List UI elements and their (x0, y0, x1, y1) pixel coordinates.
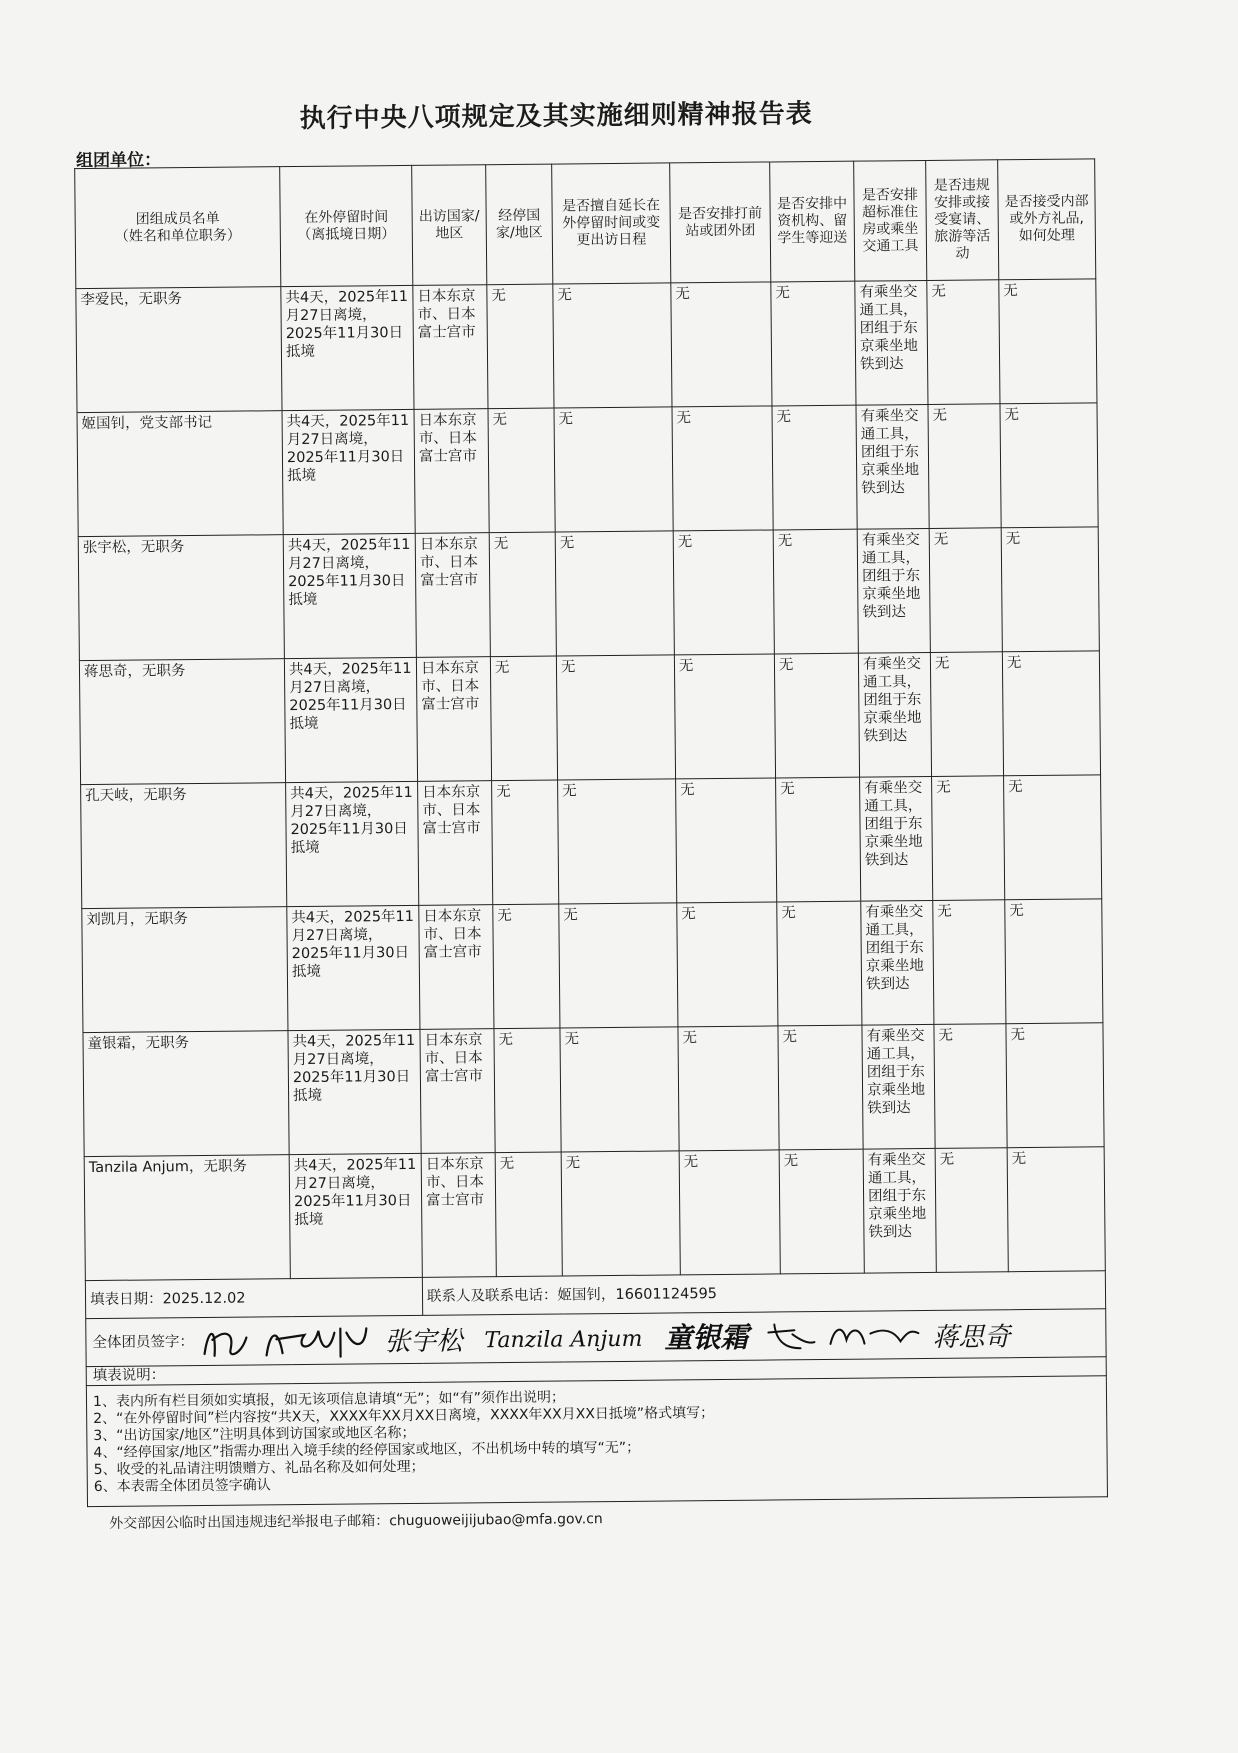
cell-country (415, 533, 490, 658)
cell-name (79, 659, 285, 785)
cell-extend (559, 903, 678, 1028)
cell-text: 无 (491, 288, 506, 305)
cell-advance (678, 1026, 779, 1151)
cell-text: 日本东京市、日本富士宫市 (422, 784, 481, 837)
cell-text: 无 (776, 409, 792, 426)
cell-text: 无 (936, 779, 951, 796)
cell-text: 无 (560, 659, 576, 676)
cell-country (413, 285, 488, 410)
cell-text: 无 (778, 657, 794, 674)
cell-text: 无 (564, 1031, 580, 1048)
header-duration: 在外停留时间 （离抵境日期） (280, 165, 413, 286)
cell-gifts (1007, 1147, 1105, 1272)
cell-country (419, 905, 494, 1030)
cell-gifts (999, 279, 1097, 404)
signature-text: Tanzila Anjum (483, 1326, 642, 1353)
header-name: 团组成员名单 （姓名和单位职务） (75, 167, 281, 289)
cell-text: Tanzila Anjum，无职务 (88, 1158, 247, 1177)
cell-extend (556, 655, 675, 780)
cell-country (414, 409, 489, 534)
cell-text: 无 (676, 410, 692, 427)
cell-text: 共4天，2025年11月27日离境，2025年11月30日抵境 (287, 536, 411, 609)
cell-text: 日本东京市、日本富士宫市 (424, 1032, 483, 1085)
table-row (77, 403, 1098, 537)
cell-text: 日本东京市、日本富士宫市 (423, 908, 482, 961)
cell-text: 无 (496, 783, 511, 801)
cell-extend (555, 531, 674, 656)
cell-text: 有乘坐交通工具，团组于东京乘坐地铁到达 (866, 1028, 926, 1117)
cell-text: 无 (675, 286, 690, 303)
cell-text: 童银霜，无职务 (87, 1035, 190, 1053)
cell-text: 姬国钊，党支部书记 (81, 414, 213, 433)
cell-advance (672, 406, 773, 531)
cell-banquet (932, 776, 1005, 901)
cell-reception (773, 529, 858, 654)
cell-reception (777, 901, 862, 1026)
contact-label: 联系人及联系电话： (426, 1287, 558, 1305)
cell-extend (560, 1027, 679, 1152)
header-banquet: 是否违规安排或接受宴请、旅游等活动 (926, 160, 999, 281)
cell-text: 无 (938, 1027, 954, 1044)
cell-reception (776, 777, 861, 902)
handwritten-signatures (194, 1311, 1054, 1363)
contact-value: 姬国钊，16601124595 (557, 1285, 718, 1304)
cell-advance (673, 530, 774, 655)
cell-name (82, 907, 288, 1033)
cell-text: 无 (782, 1029, 798, 1046)
cell-text: 无 (563, 907, 578, 924)
note-item: 2、“在外停留时间”栏内容按“共X天，XXXX年XX月XX日离境，XXXX年XX月XX日抵境”格式填写； (93, 1405, 715, 1428)
cell-name (83, 1031, 289, 1157)
cell-reception (774, 653, 859, 778)
cell-text: 有乘坐交通工具，团组于东京乘坐地铁到达 (862, 656, 922, 745)
cell-reception (778, 1025, 863, 1150)
header-row (75, 159, 1096, 289)
cell-text: 无 (932, 407, 948, 424)
report-email-footer: 外交部因公临时出国违规违纪举报电子邮箱：chuguoweijijubao@mfa.gov.cn (109, 1511, 603, 1532)
signature-text: 蒋思奇 (931, 1321, 1011, 1353)
cell-text: 共4天，2025年11月27日离境，2025年11月30日抵境 (290, 784, 413, 857)
cell-country (421, 1153, 496, 1278)
page-title: 执行中央八项规定及其实施细则精神报告表 (299, 99, 813, 134)
cell-text: 无 (775, 285, 790, 302)
cell-banquet (934, 1024, 1007, 1149)
cell-duration (287, 905, 420, 1030)
cell-text: 无 (1004, 407, 1020, 424)
cell-duration (288, 1029, 421, 1154)
cell-gifts (1000, 403, 1098, 528)
cell-text: 共4天，2025年11月27日离境，2025年11月30日抵境 (285, 288, 409, 361)
signature-label: 全体团员签字： (92, 1333, 195, 1351)
cell-text: 日本东京市、日本富士宫市 (425, 1156, 485, 1209)
note-item: 5、收受的礼品请注明馈赠方、礼品名称及如何处理； (93, 1458, 425, 1479)
cell-duration (289, 1153, 422, 1278)
cell-text: 无 (557, 287, 572, 304)
cell-transit (487, 284, 554, 409)
cell-text: 无 (1006, 655, 1022, 672)
notes-row (86, 1376, 1107, 1507)
cell-banquet (933, 900, 1006, 1025)
cell-name (77, 411, 283, 537)
cell-overstd (863, 1148, 936, 1273)
cell-advance (674, 654, 775, 779)
table-row (79, 651, 1100, 785)
cell-country (416, 657, 491, 782)
cell-country (418, 781, 493, 906)
cell-transit (493, 904, 560, 1029)
cell-overstd (861, 900, 934, 1025)
cell-text: 李爱民，无职务 (80, 291, 183, 309)
cell-text: 无 (934, 655, 950, 672)
cell-banquet (927, 280, 1000, 405)
cell-gifts (1006, 1023, 1104, 1148)
cell-text: 无 (493, 536, 509, 553)
cell-name (84, 1155, 290, 1281)
cell-overstd (856, 404, 929, 529)
fill-date-label: 填表日期： (89, 1290, 163, 1308)
cell-text: 无 (681, 906, 696, 923)
fill-date-value: 2025.12.02 (162, 1290, 246, 1307)
cell-gifts (1004, 775, 1102, 900)
cell-name (78, 535, 284, 661)
notes (86, 1376, 1107, 1507)
cell-text: 共4天，2025年11月27日离境，2025年11月30日抵境 (286, 412, 410, 485)
cell-text: 无 (558, 411, 574, 428)
cell-text: 日本东京市、日本富士宫市 (420, 660, 480, 713)
header-advance: 是否安排打前站或团外团 (670, 162, 771, 283)
cell-text: 无 (680, 782, 695, 799)
cell-text: 无 (494, 659, 510, 677)
cell-text: 无 (497, 907, 512, 925)
cell-text: 无 (1011, 1151, 1027, 1168)
header-gifts: 是否接受内部或外方礼品,如何处理 (998, 159, 1096, 280)
cell-overstd (862, 1024, 935, 1149)
cell-text: 刘凯月，无职务 (86, 911, 188, 929)
cell-advance (671, 282, 772, 407)
cell-transit (489, 532, 556, 657)
header-transit: 经停国家/地区 (486, 164, 553, 285)
cell-text: 无 (780, 781, 795, 798)
cell-text: 无 (678, 658, 694, 675)
fill-date (85, 1277, 422, 1318)
cell-extend (553, 283, 672, 408)
cell-text: 无 (559, 535, 575, 552)
cell-text: 无 (1010, 1027, 1026, 1044)
header-country: 出访国家/地区 (412, 165, 487, 286)
cell-text: 无 (1003, 283, 1018, 300)
header-reception: 是否安排中资机构、留学生等迎送 (770, 161, 855, 282)
cell-overstd (857, 528, 930, 653)
cell-text: 无 (937, 903, 952, 920)
unit-label: 组团单位： (76, 150, 162, 172)
cell-text: 无 (783, 1153, 799, 1170)
cell-text: 有乘坐交通工具，团组于东京乘坐地铁到达 (865, 904, 924, 993)
cell-text: 张宇松，无职务 (82, 539, 185, 557)
cell-text: 共4天，2025年11月27日离境，2025年11月30日抵境 (291, 908, 415, 981)
cell-country (420, 1029, 495, 1154)
cell-name (76, 287, 282, 413)
cell-text: 无 (499, 1155, 515, 1173)
contact (422, 1271, 1105, 1316)
cell-gifts (1001, 527, 1099, 652)
cell-duration (284, 657, 417, 782)
cell-text: 有乘坐交通工具，团组于东京乘坐地铁到达 (864, 780, 923, 869)
cell-text: 有乘坐交通工具，团组于东京乘坐地铁到达 (859, 284, 918, 373)
cell-text: 无 (565, 1155, 581, 1172)
cell-reception (771, 281, 856, 406)
signature-text: 张宇松 (383, 1325, 463, 1357)
cell-transit (488, 408, 555, 533)
cell-banquet (930, 652, 1003, 777)
table-row (84, 1147, 1105, 1281)
cell-text: 有乘坐交通工具，团组于东京乘坐地铁到达 (860, 408, 920, 497)
cell-text: 无 (562, 783, 577, 800)
cell-text: 无 (1005, 531, 1021, 548)
cell-text: 有乘坐交通工具，团组于东京乘坐地铁到达 (861, 532, 921, 621)
cell-advance (677, 902, 778, 1027)
cell-reception (779, 1149, 864, 1274)
note-item: 6、本表需全体团员签字确认 (93, 1477, 271, 1496)
cell-text: 共4天，2025年11月27日离境，2025年11月30日抵境 (293, 1156, 417, 1229)
cell-text: 无 (1008, 779, 1023, 796)
cell-transit (490, 656, 557, 781)
cell-text: 无 (677, 534, 693, 551)
note-item: 1、表内所有栏目须如实填报，如无该项信息请填“无”；如“有”须作出说明； (92, 1389, 565, 1411)
report-table (74, 158, 1108, 1507)
cell-banquet (928, 404, 1001, 529)
cell-text: 孔天岐，无职务 (85, 787, 187, 805)
cell-advance (679, 1150, 780, 1275)
cell-duration (286, 781, 419, 906)
cell-extend (558, 779, 677, 904)
cell-duration (281, 285, 414, 410)
table-row (83, 1023, 1104, 1157)
cell-duration (283, 533, 416, 658)
cell-name (81, 783, 287, 909)
cell-text: 无 (492, 412, 508, 429)
cell-reception (772, 405, 857, 530)
cell-overstd (860, 776, 933, 901)
cell-transit (495, 1152, 562, 1277)
notes-title: 填表说明： (86, 1357, 1106, 1386)
note-item: 4、“经停国家/地区”指需办理出入境手续的经停国家或地区，不出机场中转的填写“无”； (93, 1439, 641, 1462)
cell-gifts (1002, 651, 1100, 776)
cell-text: 无 (498, 1031, 514, 1049)
cell-transit (494, 1028, 561, 1153)
table-row (76, 279, 1097, 413)
cell-banquet (929, 528, 1002, 653)
table-row (78, 527, 1099, 661)
signature-text: 童银霜 (663, 1320, 749, 1355)
note-item: 3、“出访国家/地区”注明具体到访国家或地区名称； (93, 1424, 416, 1445)
cell-text: 日本东京市、日本富士宫市 (418, 412, 478, 465)
cell-text: 日本东京市、日本富士宫市 (419, 536, 479, 589)
cell-text: 无 (931, 283, 946, 300)
cell-text: 无 (682, 1030, 698, 1047)
cell-overstd (855, 280, 928, 405)
header-overstandard: 是否安排超标准住房或乘坐交通工具 (854, 160, 927, 281)
cell-text: 无 (777, 533, 793, 550)
cell-extend (561, 1151, 680, 1276)
table-row (81, 775, 1102, 909)
cell-extend (554, 407, 673, 532)
cell-text: 无 (939, 1151, 955, 1168)
cell-advance (676, 778, 777, 903)
cell-transit (492, 780, 559, 905)
header-extend: 是否擅自延长在外停留时间或变更出访日程 (552, 163, 671, 284)
cell-text: 日本东京市、日本富士宫市 (417, 288, 476, 341)
cell-text: 无 (683, 1154, 699, 1171)
cell-duration (282, 409, 415, 534)
cell-overstd (858, 652, 931, 777)
table-row (82, 899, 1103, 1033)
cell-text: 无 (1009, 903, 1024, 920)
cell-text: 蒋思奇，无职务 (83, 663, 186, 681)
cell-text: 无 (933, 531, 949, 548)
cell-gifts (1005, 899, 1103, 1024)
cell-text: 共4天，2025年11月27日离境，2025年11月30日抵境 (292, 1032, 416, 1105)
cell-text: 无 (781, 905, 796, 922)
cell-text: 有乘坐交通工具，团组于东京乘坐地铁到达 (867, 1152, 927, 1241)
cell-banquet (935, 1148, 1008, 1273)
cell-text: 共4天，2025年11月27日离境，2025年11月30日抵境 (288, 660, 412, 733)
